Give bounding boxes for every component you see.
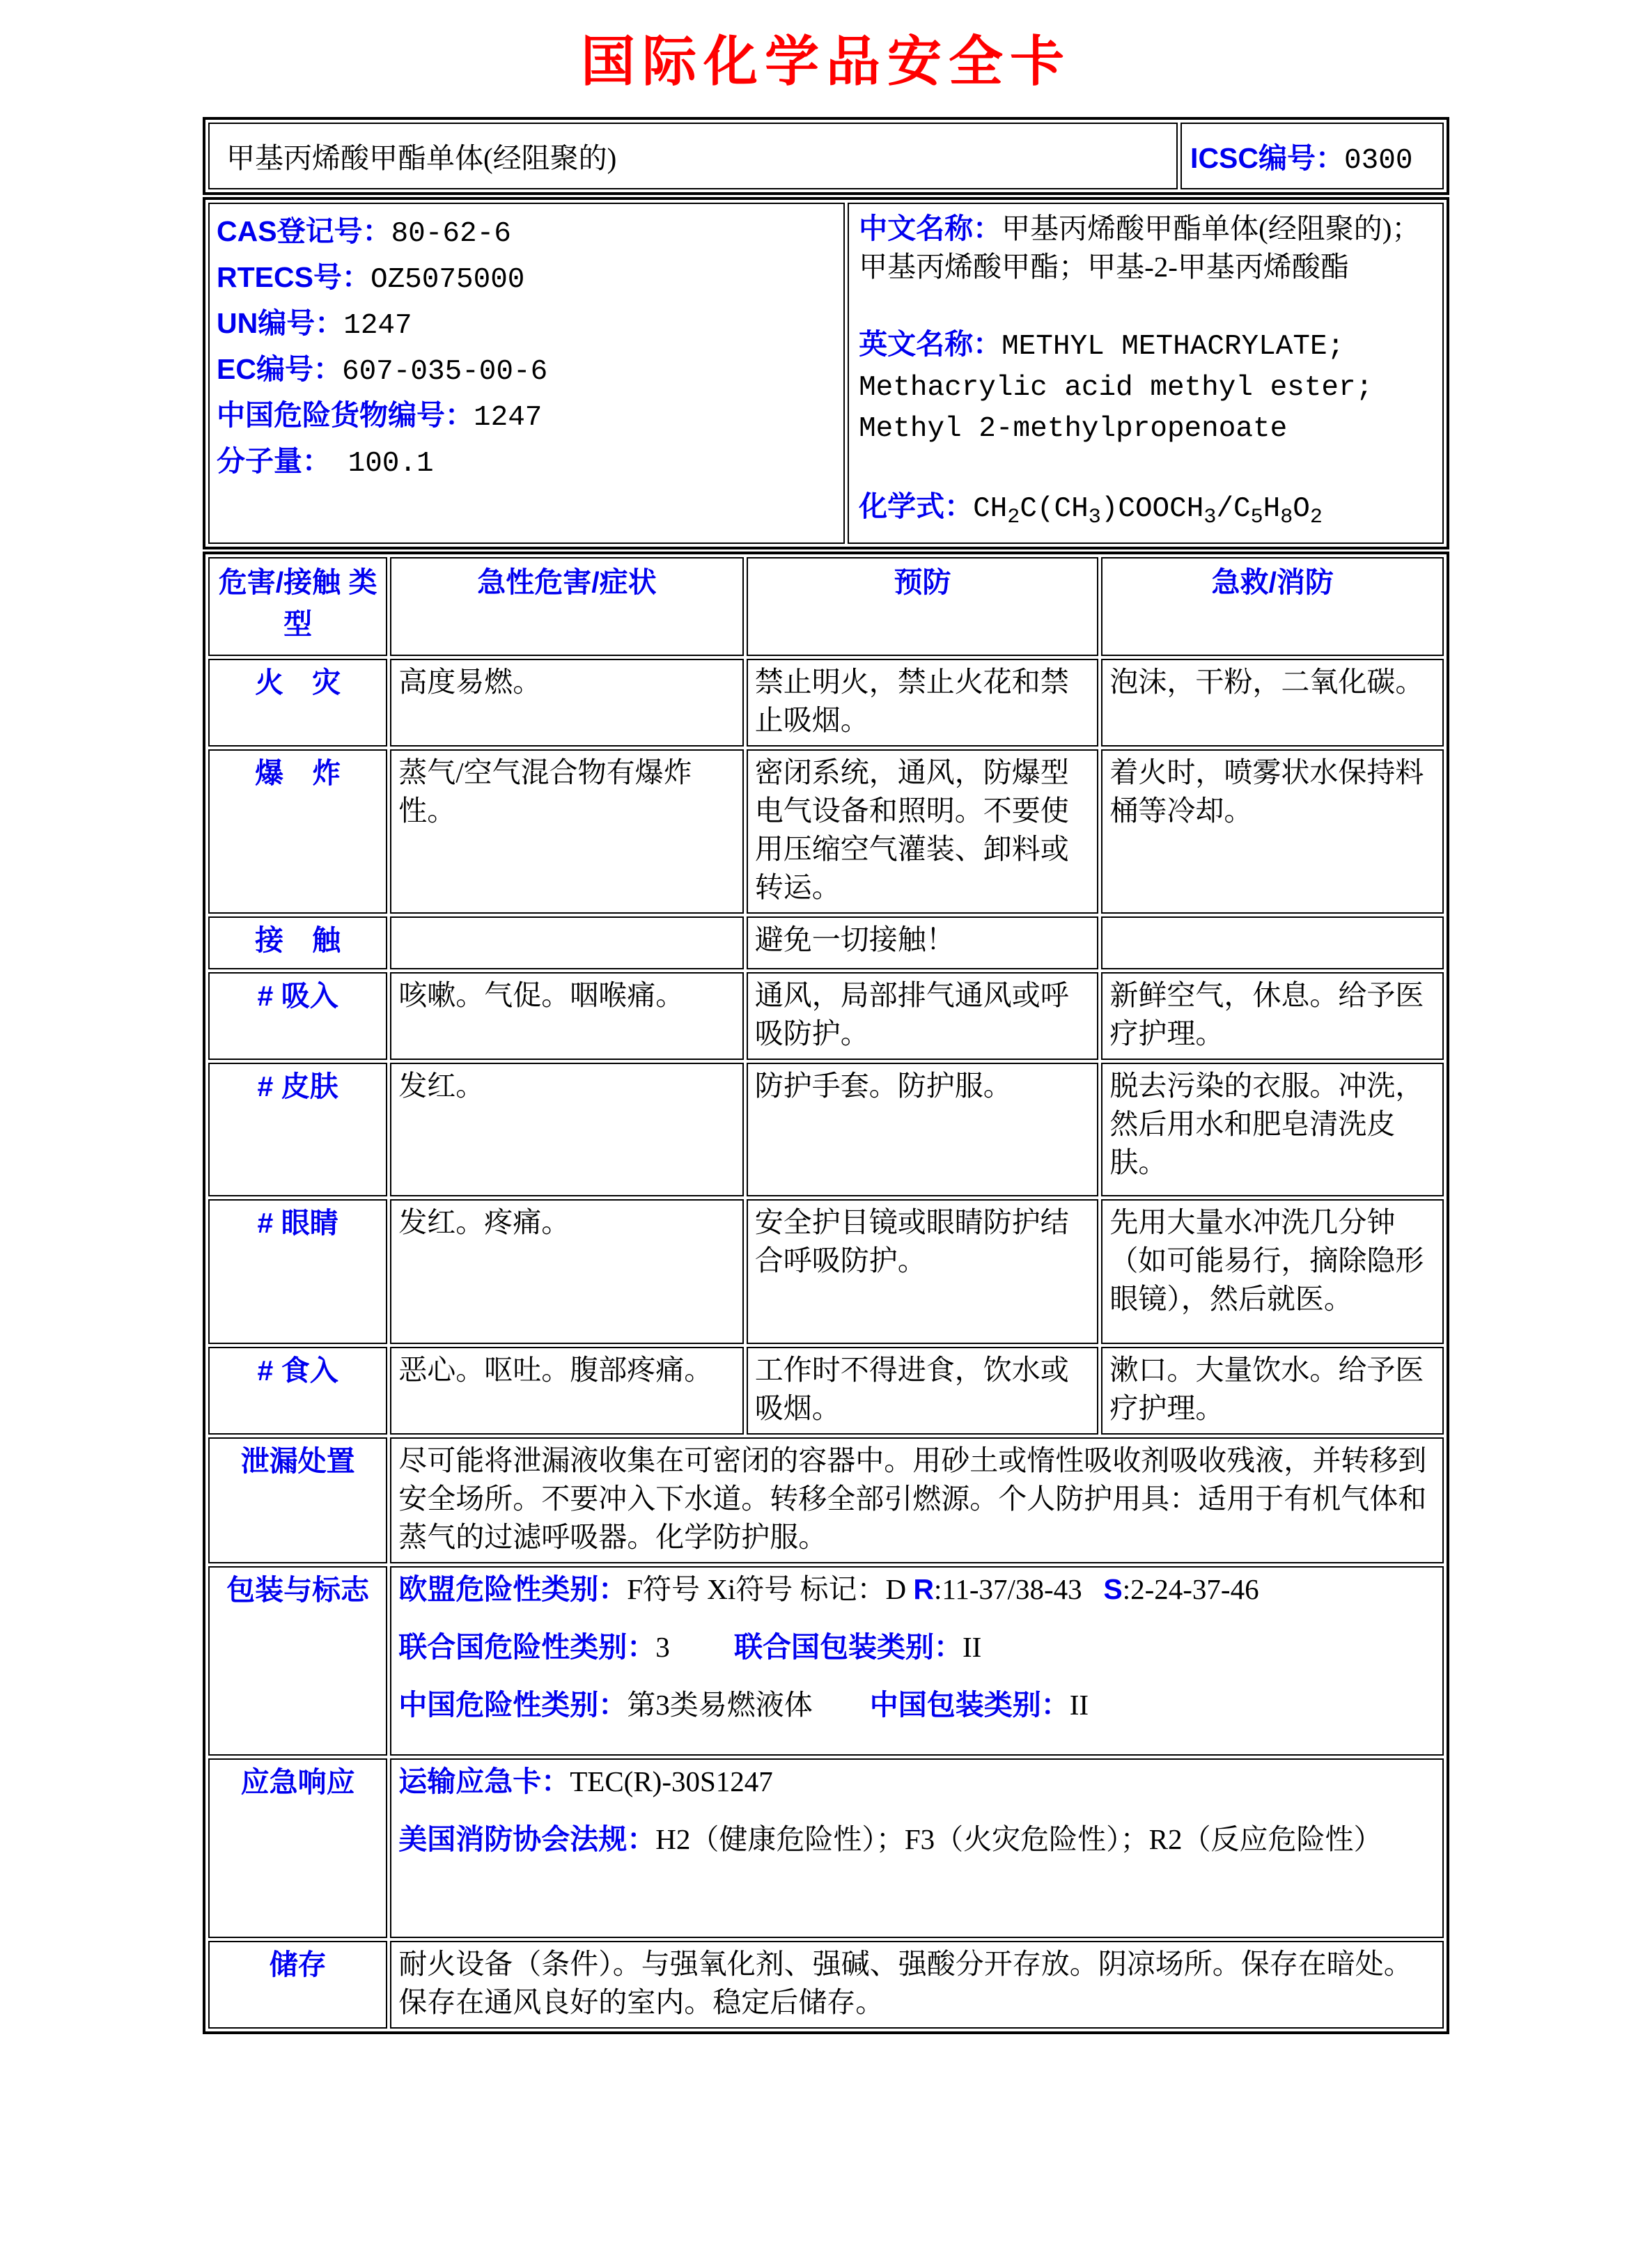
- un-number-value: 1247: [343, 310, 412, 342]
- hazard-row-explosion: [208, 749, 1444, 914]
- first-aid-cell: 漱口。大量饮水。给予医疗护理。: [1101, 1347, 1444, 1435]
- section-row-spill-disposal: [208, 1437, 1444, 1563]
- emergency-response-content: [390, 1758, 1444, 1938]
- card-header-row: [208, 123, 1444, 189]
- english-name-value: METHYL METHACRYLATE; Methacrylic acid methyl ester; Methyl 2-methylpropenoate: [859, 331, 1373, 445]
- column-header-symptoms: 急性危害/症状: [390, 557, 743, 656]
- card-header-table: [203, 117, 1449, 195]
- hazard-type-cell: 接 触: [208, 916, 387, 969]
- rtecs-number-value: OZ5075000: [370, 264, 525, 296]
- section-row-packaging-labelling: [208, 1566, 1444, 1756]
- symptoms-cell: 咳嗽。气促。咽喉痛。: [390, 972, 743, 1060]
- prevention-cell: 密闭系统，通风，防爆型电气设备和照明。不要使用压缩空气灌装、卸料或转运。: [747, 749, 1099, 914]
- column-header-first-aid: 急救/消防: [1101, 557, 1444, 656]
- hazard-row-fire: [208, 659, 1444, 747]
- section-label: 泄漏处置: [208, 1437, 387, 1563]
- section-label: 储存: [208, 1941, 387, 2029]
- chinese-name-paragraph: [859, 210, 1437, 286]
- names-cell: [848, 203, 1444, 544]
- icsc-safety-card-page: [0, 18, 1652, 2034]
- cas-number-line: [217, 210, 838, 256]
- registry-numbers-cell: [208, 203, 845, 544]
- identification-row: [208, 203, 1444, 544]
- rtecs-number-label: RTECS号：: [217, 261, 371, 293]
- un-classification-line: 联合国危险性类别：3 联合国包装类别：II: [398, 1631, 982, 1664]
- chinese-name-value: 甲基丙烯酸甲酯单体(经阻聚的)；甲基丙烯酸甲酯；甲基-2-甲基丙烯酸酯: [859, 212, 1421, 283]
- chemical-formula-value: $CH_2C(CH_3)COOCH_3/C_5H_8O_2$: [973, 493, 1323, 530]
- prevention-cell: 避免一切接触！: [747, 916, 1099, 969]
- icsc-label: ICSC编号：: [1190, 142, 1345, 174]
- hazard-type-cell: # 眼睛: [208, 1199, 387, 1344]
- cas-number-value: 80-62-6: [391, 218, 511, 250]
- first-aid-cell: [1101, 916, 1444, 969]
- symptoms-cell: 恶心。呕吐。腹部疼痛。: [390, 1347, 743, 1435]
- china-classification-line: 中国危险性类别：第3类易燃液体 中国包装类别：II: [398, 1689, 1089, 1721]
- cas-number-label: CAS登记号：: [217, 215, 391, 247]
- section-label: 包装与标志: [208, 1566, 387, 1756]
- hazard-row-inhalation: [208, 972, 1444, 1060]
- column-header-hazard-type: 危害/接触 类型: [208, 557, 387, 656]
- spill-disposal-text: 尽可能将泄漏液收集在可密闭的容器中。用砂土或惰性吸收剂吸收残液，并转移到安全场所。不要冲入下水道。转移全部引燃源。个人防护用具：适用于有机气体和蒸气的过滤呼吸器。化学防护服。: [390, 1437, 1444, 1563]
- hazard-type-cell: # 吸入: [208, 972, 387, 1060]
- symptoms-cell: 高度易燃。: [390, 659, 743, 747]
- substance-name: 甲基丙烯酸甲酯单体(经阻聚的): [208, 123, 1178, 189]
- hazard-type-cell: # 皮肤: [208, 1063, 387, 1196]
- first-aid-cell: 先用大量水冲洗几分钟（如可能易行，摘除隐形眼镜），然后就医。: [1101, 1199, 1444, 1344]
- hazard-row-skin: [208, 1063, 1444, 1196]
- first-aid-cell: 新鲜空气，休息。给予医疗护理。: [1101, 972, 1444, 1060]
- symptoms-cell: 发红。疼痛。: [390, 1199, 743, 1344]
- icsc-number-cell: [1180, 123, 1444, 189]
- un-number-label: UN编号：: [217, 307, 344, 339]
- symptoms-cell: 蒸气/空气混合物有爆炸性。: [390, 749, 743, 914]
- section-label: 应急响应: [208, 1758, 387, 1938]
- prevention-cell: 安全护目镜或眼睛防护结合呼吸防护。: [747, 1199, 1099, 1344]
- page-title: 国际化学品安全卡: [580, 31, 1071, 92]
- eu-classification-line: 欧盟危险性类别：F符号 Xi符号 标记：D R:11-37/38-43 S:2-24-37-46: [398, 1573, 1259, 1606]
- prevention-cell: 禁止明火，禁止火花和禁止吸烟。: [747, 659, 1099, 747]
- molecular-weight-value: 100.1: [331, 448, 434, 480]
- hazard-table: [203, 552, 1449, 2034]
- symptoms-cell: 发红。: [390, 1063, 743, 1196]
- column-header-prevention: 预防: [747, 557, 1099, 656]
- hazard-type-cell: 火 灾: [208, 659, 387, 747]
- prevention-cell: 工作时不得进食，饮水或吸烟。: [747, 1347, 1099, 1435]
- nfpa-code-line: 美国消防协会法规：H2（健康危险性）；F3（火灾危险性）；R2（反应危险性）: [398, 1823, 1382, 1856]
- ec-number-line: [217, 348, 838, 393]
- first-aid-cell: 泡沫，干粉，二氧化碳。: [1101, 659, 1444, 747]
- english-name-paragraph: [859, 325, 1437, 448]
- china-dg-number-label: 中国危险货物编号：: [217, 399, 474, 431]
- hazard-type-cell: # 食入: [208, 1347, 387, 1435]
- identification-table: [203, 197, 1449, 549]
- section-row-emergency-response: [208, 1758, 1444, 1938]
- molecular-weight-line: [217, 439, 838, 485]
- symptoms-cell: [390, 916, 743, 969]
- hazard-row-eyes: [208, 1199, 1444, 1344]
- english-name-label: 英文名称：: [859, 328, 1002, 360]
- china-dg-number-line: [217, 393, 838, 439]
- hazard-row-exposure: [208, 916, 1444, 969]
- ec-number-value: 607-035-00-6: [341, 356, 548, 388]
- prevention-cell: 通风，局部排气通风或呼吸防护。: [747, 972, 1099, 1060]
- storage-text: 耐火设备（条件）。与强氧化剂、强碱、强酸分开存放。阴凉场所。保存在暗处。保存在通风良好的室内。稳定后储存。: [390, 1941, 1444, 2029]
- china-dg-number-value: 1247: [474, 402, 543, 434]
- transport-emergency-card-line: 运输应急卡：TEC(R)-30S1247: [398, 1765, 773, 1798]
- section-row-storage: [208, 1941, 1444, 2029]
- first-aid-cell: 着火时，喷雾状水保持料桶等冷却。: [1101, 749, 1444, 914]
- hazard-type-cell: 爆 炸: [208, 749, 387, 914]
- ec-number-label: EC编号：: [217, 353, 342, 385]
- prevention-cell: 防护手套。防护服。: [747, 1063, 1099, 1196]
- packaging-labelling-content: [390, 1566, 1444, 1756]
- hazard-table-header-row: [208, 557, 1444, 656]
- icsc-number: 0300: [1344, 145, 1413, 177]
- formula-paragraph: [859, 487, 1437, 537]
- chemical-formula-label: 化学式：: [859, 490, 974, 522]
- first-aid-cell: 脱去污染的衣服。冲洗，然后用水和肥皂清洗皮肤。: [1101, 1063, 1444, 1196]
- rtecs-number-line: [217, 256, 838, 302]
- un-number-line: [217, 302, 838, 348]
- hazard-row-ingestion: [208, 1347, 1444, 1435]
- molecular-weight-label: 分子量：: [217, 445, 331, 477]
- chinese-name-label: 中文名称：: [859, 212, 1002, 244]
